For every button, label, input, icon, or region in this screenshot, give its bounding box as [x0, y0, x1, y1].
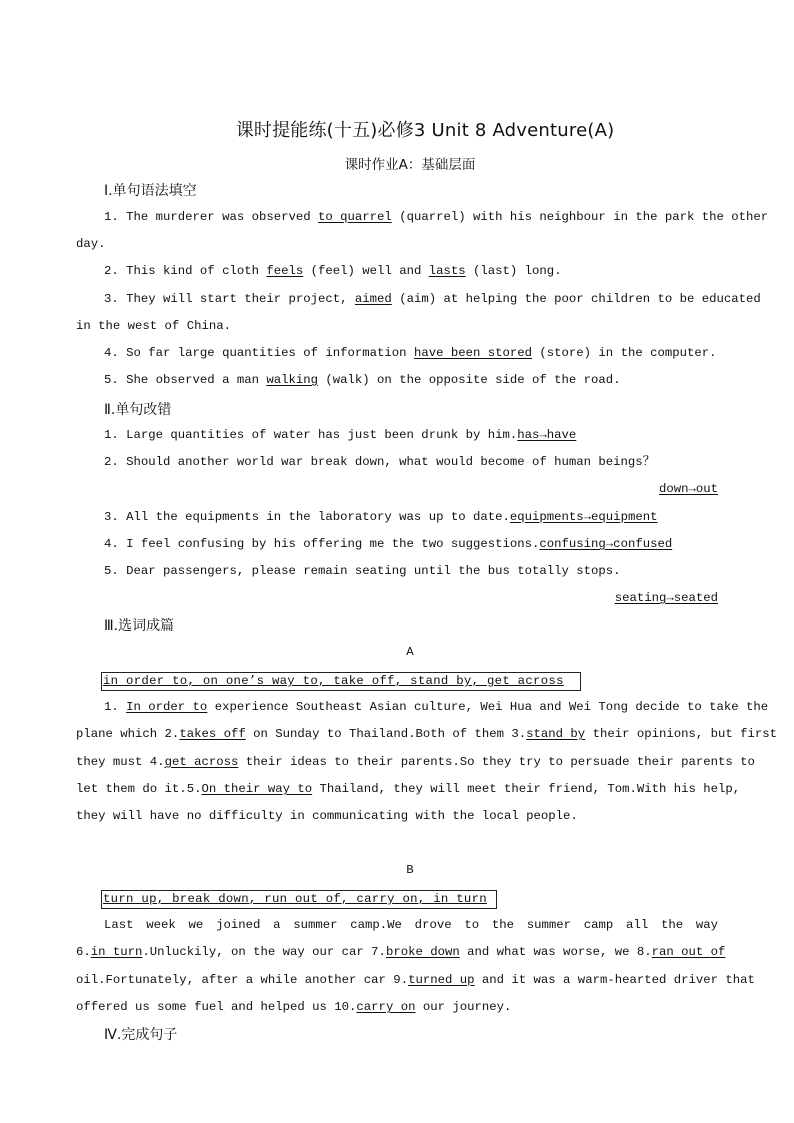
text-segment: oil.Fortunately, after a while another car 9. [76, 973, 409, 987]
passage-b-line2 [76, 944, 726, 960]
text-segment: Thailand, they will meet their friend, Tom.With his help, [312, 782, 741, 796]
text-segment: seating→seated [614, 591, 718, 605]
text-segment: 1. The murderer was observed [104, 210, 319, 224]
text-segment: offered us some fuel and helped us 10. [76, 1000, 357, 1014]
section-2-heading: Ⅱ.单句改错 [104, 402, 172, 418]
answer: takes off [179, 727, 246, 741]
s1-q1-line1 [104, 209, 769, 225]
passage-a-line2 [76, 726, 778, 742]
passage-b-line4 [76, 999, 512, 1015]
s2-q5: 5. Dear passengers, please remain seating until the bus totally stops. [104, 564, 621, 578]
s2-q5-answer [504, 590, 718, 606]
passage-a-line3 [76, 754, 755, 770]
answer: walking [266, 373, 319, 387]
answer: aimed [354, 292, 392, 306]
text-segment: their opinions, but first [585, 727, 778, 741]
answer: broke down [385, 945, 460, 959]
text-segment: and it was a warm-hearted driver that [474, 973, 755, 987]
text-segment: 1. Large quantities of water has just been drunk by him. [104, 428, 518, 442]
page-title: 课时提能练(十五)必修3 Unit 8 Adventure(A) [235, 120, 615, 141]
text-segment: 4. I feel confusing by his offering me the two suggestions. [104, 537, 540, 551]
text-segment: let them do it.5. [76, 782, 202, 796]
text-segment: turn up, break down, run out of, carry on, in turn [103, 892, 487, 906]
text-segment: in order to, on one’s way to, take off, stand by, get across [103, 674, 564, 688]
answer: carry on [356, 1000, 416, 1014]
answer: confusing→confused [539, 537, 673, 551]
passage-b-line3 [76, 972, 755, 988]
text-segment: our journey. [415, 1000, 512, 1014]
answer: has→have [517, 428, 577, 442]
s2-q4 [104, 536, 672, 552]
answer: turned up [408, 973, 475, 987]
text-segment: 2. This kind of cloth [104, 264, 267, 278]
answer: In order to [126, 700, 208, 714]
text-segment: 1. [104, 700, 127, 714]
text-segment: on Sunday to Thailand.Both of them 3. [245, 727, 527, 741]
text-segment: experience Southeast Asian culture, Wei Hua and Wei Tong decide to take the [207, 700, 769, 714]
s2-q2: 2. Should another world war break down, what would become of human beings？ [104, 455, 655, 469]
answer: lasts [428, 264, 466, 278]
text-segment: 3. All the equipments in the laboratory was up to date. [104, 510, 510, 524]
s1-q3-line1 [104, 291, 761, 307]
s1-q1-line2: day. [76, 237, 106, 251]
text-segment: 6. [76, 945, 91, 959]
text-segment: down→out [658, 482, 718, 496]
answer: equipments→equipment [509, 510, 658, 524]
text-segment: their ideas to their parents.So they try to persuade their parents to [238, 755, 755, 769]
text-segment: (feel) well and [303, 264, 429, 278]
text-segment: 4. So far large quantities of information [104, 346, 414, 360]
section-1-heading: Ⅰ.单句语法填空 [104, 183, 197, 199]
s2-q2-answer [504, 481, 718, 497]
s1-q4 [104, 345, 717, 361]
text-segment: .Unluckily, on the way our car 7. [142, 945, 386, 959]
text-segment: (aim) at helping the poor children to be educated [391, 292, 761, 306]
text-segment: (store) in the computer. [532, 346, 717, 360]
text-segment: and what was worse, we 8. [459, 945, 652, 959]
answer: have been stored [413, 346, 533, 360]
word-box-b [101, 890, 497, 909]
text-segment: (quarrel) with his neighbour in the park the other [391, 210, 769, 224]
section-4-heading: Ⅳ.完成句子 [104, 1027, 178, 1043]
answer: ran out of [651, 945, 726, 959]
passage-a-line1 [104, 699, 769, 715]
page-subtitle: 课时作业A：基础层面 [344, 157, 476, 173]
text-segment: they must 4. [76, 755, 165, 769]
passage-b-line1: Last week we joined a summer camp.We drove to the summer camp all the way [104, 918, 718, 932]
s1-q5 [104, 372, 621, 388]
s1-q3-line2: in the west of China. [76, 319, 231, 333]
text-segment: (walk) on the opposite side of the road. [318, 373, 621, 387]
text-segment: 5. She observed a man [104, 373, 267, 387]
s2-q3 [104, 509, 657, 525]
answer: On their way to [201, 782, 313, 796]
text-segment: 3. They will start their project, [104, 292, 355, 306]
answer: feels [266, 264, 304, 278]
answer: get across [164, 755, 239, 769]
word-box-a [101, 672, 581, 691]
s1-q2 [104, 263, 562, 279]
passage-b-label: B [406, 863, 414, 877]
answer: in turn [90, 945, 143, 959]
passage-a-label: A [406, 645, 414, 659]
text-segment: plane which 2. [76, 727, 180, 741]
passage-a-line4 [76, 781, 741, 797]
answer: to quarrel [318, 210, 392, 224]
section-3-heading: Ⅲ.选词成篇 [104, 618, 175, 634]
answer: stand by [526, 727, 586, 741]
text-segment: (last) long. [465, 264, 562, 278]
s2-q1 [104, 427, 576, 443]
passage-a-line5: they will have no difficulty in communicating with the local people. [76, 809, 578, 823]
